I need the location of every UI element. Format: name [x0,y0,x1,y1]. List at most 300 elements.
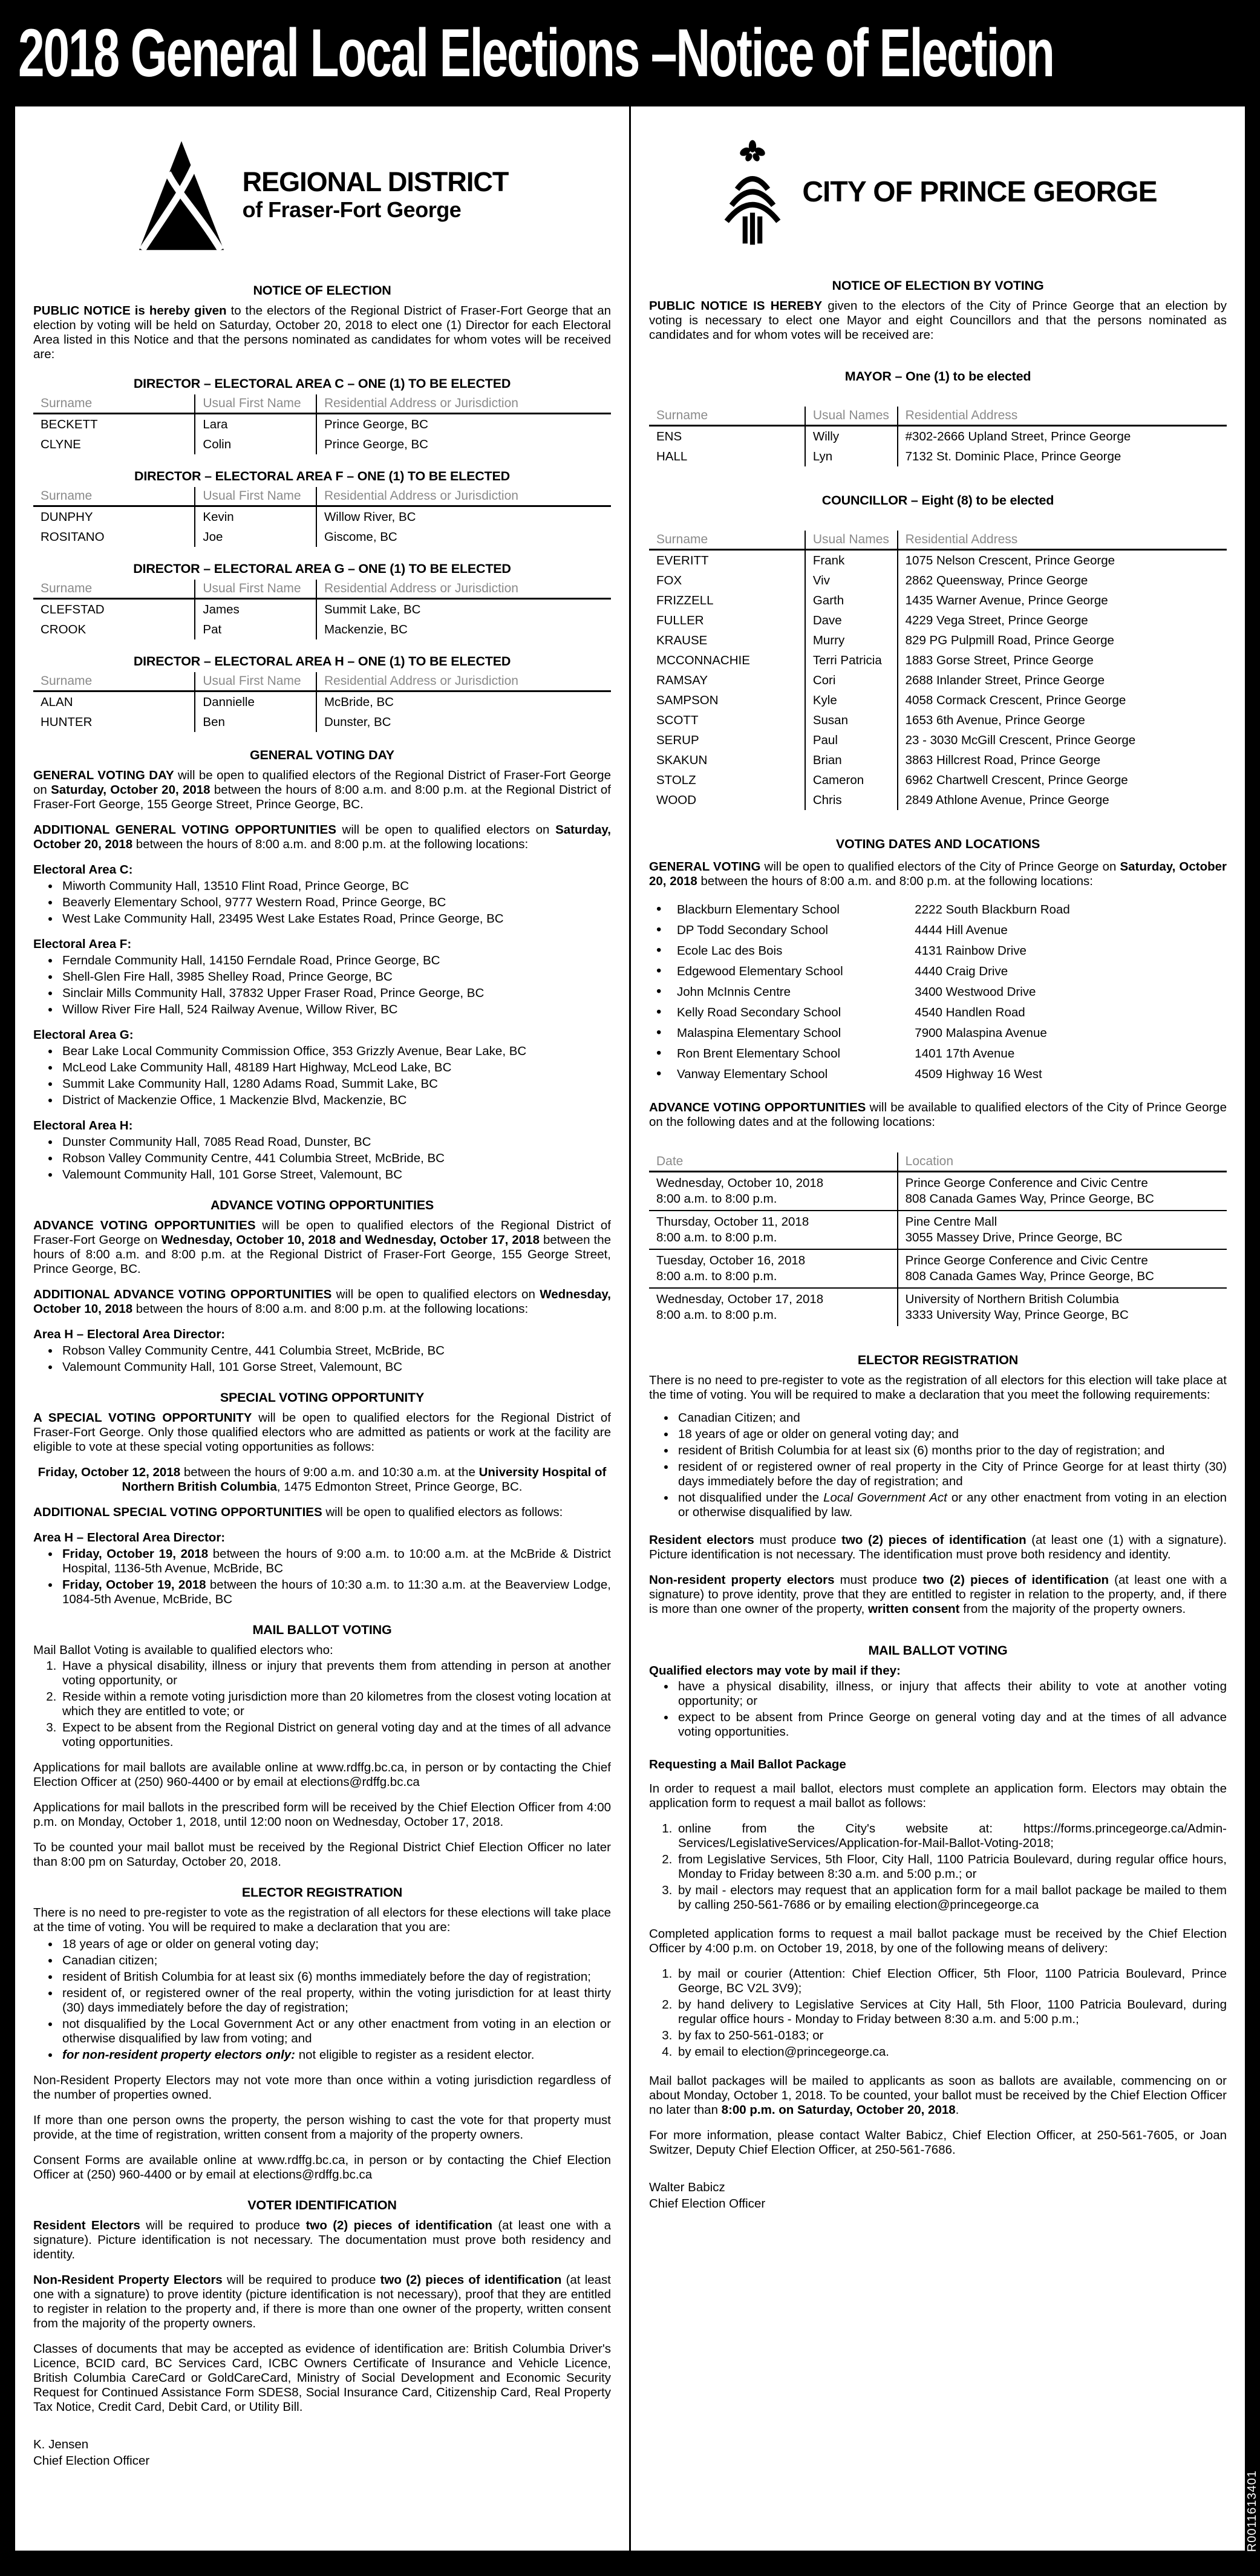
table-header-row [33,394,611,414]
table-header-row [649,1152,1227,1172]
list-item: • West Lake Community Hall, 23495 West Lake Estates Road, Prince George, BC [60,912,611,926]
city-of-prince-george-column [631,106,1245,2551]
signature-name: K. Jensen [33,2437,89,2451]
table-cell: • Vanway Elementary School [649,1064,915,1085]
table-row [649,982,1227,1002]
electoral-area-f-locations [33,953,611,1017]
table-row [33,414,611,435]
electoral-area-h-locations [33,1135,611,1182]
text-segment: written consent [867,1602,960,1616]
list-item: • resident of British Columbia for at least six (6) months prior to the day of registration; and [676,1443,1227,1458]
table-cell: Prince George, BC [316,414,611,435]
table-cell: Pine Centre Mall 3055 Massey Drive, Prince George, BC [898,1211,1227,1249]
table-row [649,570,1227,590]
advance-area-h-locations [33,1344,611,1375]
mail-ballot-counted-paragraph: To be counted your mail ballot must be received by the Regional District Chief Election Officer no later than 8:00 pm on Saturday, October 20, 2018. [33,1840,611,1869]
col-usual-first-name: Usual First Name [195,394,316,414]
table-row [649,590,1227,610]
table-cell: 6962 Chartwell Crescent, Prince George [898,770,1227,790]
col-residential-address: Residential Address or Jurisdiction [316,394,611,414]
col-residential-address: Residential Address or Jurisdiction [316,487,611,506]
rdffg-triangle-icon [136,138,227,252]
list-item: • resident of, or registered owner of the real property, within the voting jurisdiction for at least thirty (30) days immediately before the day of registration; [60,1986,611,2015]
text-segment: Non-resident property electors [649,1573,835,1587]
notice-intro-paragraph: PUBLIC NOTICE is hereby given to the electors of the Regional District of Fraser-Fort George that an election by voting will be held on Saturday, October 20, 2018 to elect one (1) Director for each Electoral Area listed in this Notice and that the persons nominated as candidates for whom votes will be received are: [33,304,611,361]
table-cell: CROOK [41,623,87,636]
text-segment: ADDITIONAL GENERAL VOTING OPPORTUNITIES [33,823,336,837]
table-cell: Prince George Conference and Civic Centre 808 Canada Games Way, Prince George, BC [898,1249,1227,1288]
table-cell: 829 PG Pulpmill Road, Prince George [898,630,1227,650]
signature-name: Walter Babicz [649,2180,725,2194]
table-cell: • Blackburn Elementary School [649,900,915,920]
list-item: • Friday, October 19, 2018 between the hours of 10:30 a.m. to 11:30 a.m. at the Beaverview Lodge, 1084-5th Avenue, McBride, BC [60,1578,611,1607]
text-segment: PUBLIC NOTICE is hereby given [33,304,227,318]
col-usual-names: Usual Names [805,407,898,426]
table-cell: 2688 Inlander Street, Prince George [898,670,1227,690]
right-signature-block [649,2179,1227,2212]
list-item: • Sinclair Mills Community Hall, 37832 Upper Fraser Road, Prince George, BC [60,986,611,1001]
completed-forms-paragraph: Completed application forms to request a mail ballot package must be received by the Chief Election Officer by 4:00 p.m. on October 19, 2018, by one of the following means of delivery: [649,1927,1227,1955]
list-item: • Canadian Citizen; and [676,1411,1227,1425]
table-cell: ROSITANO [41,530,105,544]
city-elector-registration-lead: There is no need to pre-register to vote as the registration of all electors for this election will take place at the time of voting. You will be required to make a declaration that you meet the following requirements: [649,1373,1227,1402]
area-h-heading: DIRECTOR – ELECTORAL AREA H – ONE (1) TO BE ELECTED [133,654,511,669]
table-cell: #302-2666 Upland Street, Prince George [898,426,1227,447]
list-item: • Beaverly Elementary School, 9777 Western Road, Prince George, BC [60,895,611,910]
id-document-classes-paragraph: Classes of documents that may be accepted as evidence of identification are: British Columbia Driver's Licence, BCID card, BC Services Card, ICBC Owners Certificate of Insurance and Vehicle Licence, British Columbia CareCard or GoldCareCard, Ministry of Social Development and Economic Security Request for Continued Assistance Form SDES8, Social Insurance Card, Citizenship Card, Real Property Tax Notice, Credit Card, Debit Card, or Utility Bill. [33,2342,611,2414]
table-cell: Mackenzie, BC [316,619,611,639]
table-cell: Colin [195,434,316,454]
table-cell: Prince George Conference and Civic Centre 808 Canada Games Way, Prince George, BC [898,1172,1227,1211]
table-cell: Wednesday, October 17, 2018 8:00 a.m. to 8:00 p.m. [649,1288,898,1326]
area-c-heading: DIRECTOR – ELECTORAL AREA C – ONE (1) TO BE ELECTED [133,376,511,391]
list-item: 3. Expect to be absent from the Regional District on general voting day and at the times of all advance voting opportunities. [60,1721,611,1750]
list-item: • Robson Valley Community Centre, 441 Columbia Street, McBride, BC [60,1151,611,1166]
table-header-row [33,672,611,691]
text-segment: ADDITIONAL ADVANCE VOTING OPPORTUNITIES [33,1287,332,1301]
table-cell: WOOD [656,793,697,807]
col-residential-address: Residential Address or Jurisdiction [316,672,611,691]
additional-advance-voting-paragraph: ADDITIONAL ADVANCE VOTING OPPORTUNITIES will be open to qualified electors on Wednesday, October 10, 2018 between the hours of 8:00 a.m. and 8:00 p.m. at the following locations: [33,1287,612,1316]
list-item: • Robson Valley Community Centre, 441 Columbia Street, McBride, BC [60,1344,611,1358]
special-area-h-label: Area H – Electoral Area Director: [33,1531,226,1545]
text-segment: Saturday, October 20, 2018 [649,860,1227,888]
table-row [33,619,611,639]
table-row [649,1249,1227,1288]
table-row [649,900,1227,920]
table-cell: SAMPSON [656,693,719,707]
table-row [649,650,1227,670]
delivery-means-list [649,1967,1227,2059]
text-segment: ADDITIONAL SPECIAL VOTING OPPORTUNITIES [33,1505,322,1519]
mayor-heading: MAYOR – One (1) to be elected [844,369,1031,384]
general-voting-day-heading: GENERAL VOTING DAY [250,748,394,762]
col-date: Date [649,1152,898,1172]
mail-ballot-heading: MAIL BALLOT VOTING [252,1623,392,1637]
table-cell: • John McInnis Centre [649,982,915,1002]
list-item: • Canadian citizen; [60,1953,611,1968]
list-item: 2. Reside within a remote voting jurisdiction more than 20 kilometres from the closest voting location at which they are entitled to vote; or [60,1690,611,1719]
list-item: • 18 years of age or older on general voting day; and [676,1427,1227,1442]
text-segment: Resident electors [649,1533,754,1547]
table-cell: 4440 Craig Drive [915,964,1008,978]
text-segment: Saturday, October 20, 2018 [51,783,211,797]
table-cell: 2862 Queensway, Prince George [898,570,1227,590]
list-item: • expect to be absent from Prince George on general voting day and at the times of all advance voting opportunities. [676,1710,1227,1739]
list-item: • resident of British Columbia for at least six (6) months immediately before the day of registration; [60,1970,611,1984]
text-segment: 8:00 p.m. on Saturday, October 20, 2018 [721,2103,956,2117]
text-segment: University Hospital of Northern British Columbia [122,1465,607,1494]
table-cell: Tuesday, October 16, 2018 8:00 a.m. to 8:00 p.m. [649,1249,898,1288]
notice-of-election-by-voting-heading: NOTICE OF ELECTION BY VOTING [832,278,1044,293]
table-row [33,712,611,732]
table-cell: Kevin [195,506,316,528]
list-item: 3. by mail - electors may request that an application form for a mail ballot package be mailed to them by calling 250-561-7686 or by emailing election@princegeorge.ca [676,1883,1227,1912]
special-voting-paragraph: A SPECIAL VOTING OPPORTUNITY will be open to qualified electors for the Regional District of Fraser-Fort George. Only those qualified electors who are admitted as patients or work at the facility are eligible to vote at these special voting opportunities as follows: [33,1411,611,1454]
text-segment: Non-Resident Property Electors [33,2273,223,2287]
text-segment: Local Government Act [823,1491,947,1505]
table-row [649,961,1227,982]
electoral-area-h-label: Electoral Area H: [33,1119,133,1133]
table-cell: RAMSAY [656,673,708,687]
table-cell: • Ron Brent Elementary School [649,1044,915,1064]
masthead [0,0,1260,106]
table-header-row [33,580,611,599]
col-surname: Surname [649,407,805,426]
table-cell: • Ecole Lac des Bois [649,941,915,961]
table-cell: 1435 Warner Avenue, Prince George [898,590,1227,610]
table-row [649,1172,1227,1211]
table-cell: Dannielle [195,691,316,713]
table-cell: ALAN [41,695,73,709]
special-area-h-opportunities [33,1547,611,1607]
table-row [33,506,611,528]
city-mail-ballot-lead: Qualified electors may vote by mail if they: [649,1664,901,1678]
table-cell: FRIZZELL [656,593,714,607]
table-cell: BECKETT [41,417,98,431]
general-voting-locations-table [649,900,1227,1085]
table-cell: 4229 Vega Street, Prince George [898,610,1227,630]
list-item: 3. by fax to 250-561-0183; or [676,2028,1227,2043]
table-row [649,920,1227,941]
advance-voting-paragraph: ADVANCE VOTING OPPORTUNITIES will be open to qualified electors of the Regional District of Fraser-Fort George on Wednesday, October 10, 2018 and Wednesday, October 17, 2018 between the hours of 8:00 a.m. and 8:00 p.m. at the Regional District of Fraser-Fort George, 155 George Street, Prince George, BC. [33,1218,612,1276]
table-row [649,1064,1227,1085]
city-elector-requirements [649,1411,1227,1520]
col-usual-first-name: Usual First Name [195,487,316,506]
table-row [649,690,1227,710]
list-item: 1. Have a physical disability, illness or injury that prevents them from attending in person at another voting opportunity, or [60,1659,611,1688]
table-cell: • Malaspina Elementary School [649,1023,915,1044]
table-row [649,670,1227,690]
mail-ballot-applications-paragraph: Applications for mail ballots are available online at www.rdffg.bc.ca, in person or by contacting the Chief Election Officer at (250) 960-4400 or by email at elections@rdffg.bc.ca [33,1760,611,1789]
area-f-candidates-table [33,487,611,547]
table-header-row [649,407,1227,426]
table-cell: Susan [805,710,898,730]
signature-title: Chief Election Officer [649,2197,766,2211]
text-segment: ADVANCE VOTING OPPORTUNITIES [649,1100,866,1114]
city-logo [649,138,1227,247]
col-location: Location [898,1152,1227,1172]
area-h-candidates-table [33,672,611,732]
more-information-paragraph: For more information, please contact Walter Babicz, Chief Election Officer, at 250-561-7605, or Joan Switzer, Deputy Chief Election Officer, at 250-561-7686. [649,2128,1227,2157]
table-cell: Cori [805,670,898,690]
table-cell: Kyle [805,690,898,710]
table-header-row [649,531,1227,550]
table-cell: CLEFSTAD [41,603,105,616]
mail-ballot-deadline-paragraph: Applications for mail ballots in the prescribed form will be received by the Chief Election Officer from 4:00 p.m. on Monday, October 1, 2018, until 12:00 noon on Wednesday, October 17, 2018. [33,1800,611,1829]
table-cell: Willy [805,426,898,447]
resident-electors-id-paragraph: Resident Electors will be required to produce two (2) pieces of identification (at least one with a signature). Picture identification is not necessary. The documentation must prove both residency and identity. [33,2218,612,2261]
table-row [649,770,1227,790]
table-cell: 4444 Hill Avenue [915,923,1008,937]
table-cell: Brian [805,750,898,770]
table-cell: Willow River, BC [316,506,611,528]
table-cell: FOX [656,574,682,587]
text-segment: two (2) pieces of identification [380,2273,562,2287]
consent-forms-paragraph: Consent Forms are available online at www.rdffg.bc.ca, in person or by contacting the Chief Election Officer at (250) 960-4400 or by email at elections@rdffg.bc.ca [33,2153,611,2182]
request-mail-ballot-paragraph: In order to request a mail ballot, electors must complete an application form. Electors may obtain the application form to request a mail ballot as follows: [649,1782,1227,1810]
table-cell: 7900 Malaspina Avenue [915,1026,1047,1040]
advance-area-h-label: Area H – Electoral Area Director: [33,1327,226,1341]
table-cell: Murry [805,630,898,650]
voter-identification-heading: VOTER IDENTIFICATION [247,2198,397,2212]
table-cell: 4058 Cormack Crescent, Prince George [898,690,1227,710]
list-item: • Dunster Community Hall, 7085 Read Road, Dunster, BC [60,1135,611,1149]
table-row [649,550,1227,571]
city-mail-ballot-eligibility [649,1679,1227,1739]
city-tree-icon [719,138,786,247]
table-cell: Frank [805,550,898,571]
list-item: • McLeod Lake Community Hall, 48189 Hart Highway, McLeod Lake, BC [60,1061,611,1075]
table-cell: • Kelly Road Secondary School [649,1002,915,1023]
table-cell: ENS [656,430,682,443]
table-cell: Chris [805,790,898,810]
list-item: • District of Mackenzie Office, 1 Mackenzie Blvd, Mackenzie, BC [60,1093,611,1108]
table-cell: Pat [195,619,316,639]
table-cell: Cameron [805,770,898,790]
list-item: • Miworth Community Hall, 13510 Flint Road, Prince George, BC [60,879,611,894]
city-resident-electors-paragraph: Resident electors must produce two (2) pieces of identification (at least one (1) with a signature). Picture identification is not necessary. The identification must prove both residency and identity. [649,1533,1227,1561]
list-item: 4. by email to election@princegeorge.ca. [676,2045,1227,2059]
list-item: • Shell-Glen Fire Hall, 3985 Shelley Road, Prince George, BC [60,970,611,984]
col-surname: Surname [33,672,195,691]
col-residential-address: Residential Address [898,531,1227,550]
list-item: • not disqualified by the Local Government Act or any other enactment from voting in an election or otherwise disqualified by law from voting; and [60,2017,611,2046]
table-cell: DUNPHY [41,510,93,524]
list-item: • Willow River Fire Hall, 524 Railway Avenue, Willow River, BC [60,1002,611,1017]
text-segment: for non-resident property electors only: [62,2048,295,2062]
table-header-row [33,487,611,506]
table-cell: SCOTT [656,713,699,727]
special-voting-date-paragraph: Friday, October 12, 2018 between the hours of 9:00 a.m. and 10:30 a.m. at the University Hospital of Northern British Columbia, 1475 Edmonton Street, Prince George, BC. [38,1465,607,1494]
regional-district-column [15,106,629,2551]
general-voting-day-paragraph: GENERAL VOTING DAY will be open to qualified electors of the Regional District of Fraser-Fort George on Saturday, October 20, 2018 between the hours of 8:00 a.m. and 8:00 p.m. at the Regional District of Fraser-Fort George, 155 George Street, Prince George, BC. [33,768,612,811]
table-cell: 4509 Highway 16 West [915,1067,1042,1081]
text-segment: GENERAL VOTING [649,860,761,874]
city-wordmark: CITY OF PRINCE GEORGE [802,176,1157,208]
advance-voting-heading: ADVANCE VOTING OPPORTUNITIES [210,1198,434,1212]
text-segment: two (2) pieces of identification [305,2218,493,2232]
table-cell: Thursday, October 11, 2018 8:00 a.m. to 8:00 p.m. [649,1211,898,1249]
col-usual-first-name: Usual First Name [195,580,316,599]
col-residential-address: Residential Address [898,407,1227,426]
city-non-resident-electors-paragraph: Non-resident property electors must produce two (2) pieces of identification (at least one with a signature) to prove identity, prove that they are entitled to register in relation to the property, and, if there is more than one owner of the property, written consent from the majority of the property owners. [649,1573,1227,1616]
table-cell: 2849 Athlone Avenue, Prince George [898,790,1227,810]
table-row [33,434,611,454]
list-item: • 18 years of age or older on general voting day; [60,1937,611,1952]
voting-dates-locations-heading: VOTING DATES AND LOCATIONS [835,837,1040,851]
text-segment: two (2) pieces of identification [841,1533,1027,1547]
table-row [649,610,1227,630]
multiple-owners-paragraph: If more than one person owns the property, the person wishing to cast the vote for that property must provide, at the time of registration, written consent from a majority of the property owners. [33,2113,611,2142]
text-segment: Friday, October 19, 2018 [62,1547,209,1561]
table-cell: Garth [805,590,898,610]
elector-registration-lead: There is no need to pre-register to vote as the registration of all electors for these elections will take place at the time of voting. You will be required to make a declaration that you are: [33,1906,611,1934]
table-row [649,710,1227,730]
table-row [649,1288,1227,1326]
table-row [649,941,1227,961]
org-name-line2: of Fraser-Fort George [242,197,462,222]
table-row [33,691,611,713]
non-resident-electors-id-paragraph: Non-Resident Property Electors will be required to produce two (2) pieces of identification (at least one with a signature) to prove identity (picture identification is not necessary), proof that they are entitled to register in relation to the property and, if there is more than one owner of the property, written consent from the majority of the property owners. [33,2273,611,2330]
table-cell: 4540 Handlen Road [915,1005,1025,1019]
table-row [649,1002,1227,1023]
electoral-area-g-locations [33,1044,611,1108]
text-segment: Friday, October 19, 2018 [62,1578,206,1592]
text-segment: Saturday, October 20, 2018 [33,823,611,851]
elector-registration-requirements [33,1937,611,2062]
table-cell: STOLZ [656,773,696,787]
table-cell: KRAUSE [656,633,708,647]
table-cell: Prince George, BC [316,434,611,454]
table-row [649,790,1227,810]
area-g-candidates-table [33,580,611,639]
table-cell: Viv [805,570,898,590]
general-voting-city-paragraph: GENERAL VOTING will be open to qualified electors of the City of Prince George on Saturday, October 20, 2018 between the hours of 8:00 a.m. and 8:00 p.m. at the following locations: [649,860,1227,888]
table-cell: Giscome, BC [316,527,611,547]
text-segment: A SPECIAL VOTING OPPORTUNITY [33,1411,252,1425]
electoral-area-c-label: Electoral Area C: [33,863,133,877]
mayor-candidates-table [649,407,1227,466]
table-cell: CLYNE [41,437,81,451]
list-item: • Summit Lake Community Hall, 1280 Adams Road, Summit Lake, BC [60,1077,611,1091]
list-item: 1. by mail or courier (Attention: Chief Election Officer, 5th Floor, 1100 Patricia Boulevard, Prince George, BC V2L 3V9); [676,1967,1227,1996]
table-cell: • DP Todd Secondary School [649,920,915,941]
text-segment: Wednesday, October 10, 2018 and Wednesday, October 17, 2018 [161,1233,540,1247]
table-cell: 1883 Gorse Street, Prince George [898,650,1227,670]
org-name-line1: REGIONAL DISTRICT [242,166,509,197]
table-cell: Lyn [805,446,898,466]
obtain-application-list [649,1822,1227,1912]
area-c-candidates-table [33,394,611,454]
councillor-candidates-table [649,531,1227,810]
text-segment: Wednesday, October 10, 2018 [33,1287,612,1316]
mail-ballot-eligibility-list [33,1659,611,1750]
table-cell: 1075 Nelson Crescent, Prince George [898,550,1227,571]
table-cell: 23 - 3030 McGill Crescent, Prince George [898,730,1227,750]
table-cell: EVERITT [656,554,709,567]
signature-title: Chief Election Officer [33,2454,150,2468]
col-surname: Surname [649,531,805,550]
table-row [649,1211,1227,1249]
left-signature-block [33,2436,611,2469]
table-row [33,599,611,620]
table-cell: HALL [656,449,688,463]
non-resident-once-paragraph: Non-Resident Property Electors may not vote more than once within a voting jurisdiction regardless of the number of properties owned. [33,2073,611,2102]
table-row [649,630,1227,650]
table-row [649,1023,1227,1044]
list-item: • Valemount Community Hall, 101 Gorse Street, Valemount, BC [60,1360,611,1375]
text-segment: GENERAL VOTING DAY [33,768,174,782]
list-item: • for non-resident property electors only: not eligible to register as a resident elector. [60,2048,611,2062]
table-cell: HUNTER [41,715,93,729]
area-g-heading: DIRECTOR – ELECTORAL AREA G – ONE (1) TO BE ELECTED [133,561,511,576]
list-item: • have a physical disability, illness, or injury that affects their ability to vote at another voting opportunity; or [676,1679,1227,1708]
table-cell: FULLER [656,613,704,627]
list-item: • not disqualified under the Local Government Act or any other enactment from voting in an election or otherwise disqualified by law. [676,1491,1227,1520]
list-item: • resident of or registered owner of real property in the City of Prince George for at least thirty (30) days immediately before the day of registration; and [676,1460,1227,1489]
table-cell: Dunster, BC [316,712,611,732]
requesting-mail-ballot-heading: Requesting a Mail Ballot Package [649,1757,846,1771]
table-cell: Wednesday, October 10, 2018 8:00 a.m. to 8:00 p.m. [656,1176,824,1206]
list-item: 2. from Legislative Services, 5th Floor, City Hall, 1100 Patricia Boulevard, during regular office hours, Monday to Friday between 8:30 a.m. and 5:00 p.m.; or [676,1852,1227,1881]
list-item: 1. online from the City's website at: https://forms.princegeorge.ca/Admin-Services/LegislativeServices/Application-for-Mail-Ballot-Voting-2018; [676,1822,1227,1851]
special-voting-heading: SPECIAL VOTING OPPORTUNITY [220,1390,425,1405]
table-cell: James [195,599,316,620]
table-cell: Paul [805,730,898,750]
list-item: • Valemount Community Hall, 101 Gorse Street, Valemount, BC [60,1168,611,1182]
table-cell: Joe [195,527,316,547]
city-elector-registration-heading: ELECTOR REGISTRATION [857,1353,1019,1367]
mail-ballot-packages-paragraph: Mail ballot packages will be mailed to applicants as soon as ballots are available, commencing on or about Monday, October 1, 2018. To be counted, your ballot must be received by the Chief Election Officer no later than 8:00 p.m. on Saturday, October 20, 2018. [649,2074,1227,2117]
rdffg-wordmark [243,167,509,223]
advance-voting-schedule-table [649,1152,1227,1326]
list-item: • Friday, October 19, 2018 between the hours of 9:00 a.m. to 10:00 a.m. at the McBride & District Hospital, 1136-5th Avenue, McBride, BC [60,1547,611,1576]
col-surname: Surname [33,487,195,506]
additional-general-voting-paragraph: ADDITIONAL GENERAL VOTING OPPORTUNITIES will be open to qualified electors on Saturday, October 20, 2018 between the hours of 8:00 a.m. and 8:00 p.m. at the following locations: [33,823,611,851]
col-usual-names: Usual Names [805,531,898,550]
table-cell: Lara [195,414,316,435]
councillor-heading: COUNCILLOR – Eight (8) to be elected [821,493,1054,508]
text-segment: ADVANCE VOTING OPPORTUNITIES [33,1218,256,1232]
text-segment: PUBLIC NOTICE IS HEREBY [649,299,823,313]
table-cell: SKAKUN [656,753,708,767]
table-cell: Terri Patricia [805,650,898,670]
table-cell: University of Northern British Columbia 3333 University Way, Prince George, BC [898,1288,1227,1326]
table-row [649,730,1227,750]
area-f-heading: DIRECTOR – ELECTORAL AREA F – ONE (1) TO BE ELECTED [134,469,510,483]
table-row [649,750,1227,770]
table-cell: McBride, BC [316,691,611,713]
col-surname: Surname [33,394,195,414]
table-cell: 3863 Hillcrest Road, Prince George [898,750,1227,770]
advance-voting-city-paragraph: ADVANCE VOTING OPPORTUNITIES will be available to qualified electors of the City of Prince George on the following dates and at the following locations: [649,1100,1227,1129]
table-cell: Summit Lake, BC [316,599,611,620]
list-item: • Ferndale Community Hall, 14150 Ferndale Road, Prince George, BC [60,953,611,968]
mail-ballot-lead: Mail Ballot Voting is available to qualified electors who: [33,1643,333,1657]
additional-special-voting-paragraph: ADDITIONAL SPECIAL VOTING OPPORTUNITIES will be open to qualified electors as follows: [33,1505,563,1519]
electoral-area-c-locations [33,879,611,926]
page-title: 2018 General Local Elections –Notice of Election [18,15,1054,91]
table-cell: 1653 6th Avenue, Prince George [898,710,1227,730]
table-cell: 1401 17th Avenue [915,1047,1015,1061]
table-cell: SERUP [656,733,699,747]
city-mail-ballot-heading: MAIL BALLOT VOTING [868,1643,1008,1658]
table-cell: 2222 South Blackburn Road [915,903,1070,917]
col-residential-address: Residential Address or Jurisdiction [316,580,611,599]
table-row [33,527,611,547]
table-cell: 4131 Rainbow Drive [915,944,1027,958]
